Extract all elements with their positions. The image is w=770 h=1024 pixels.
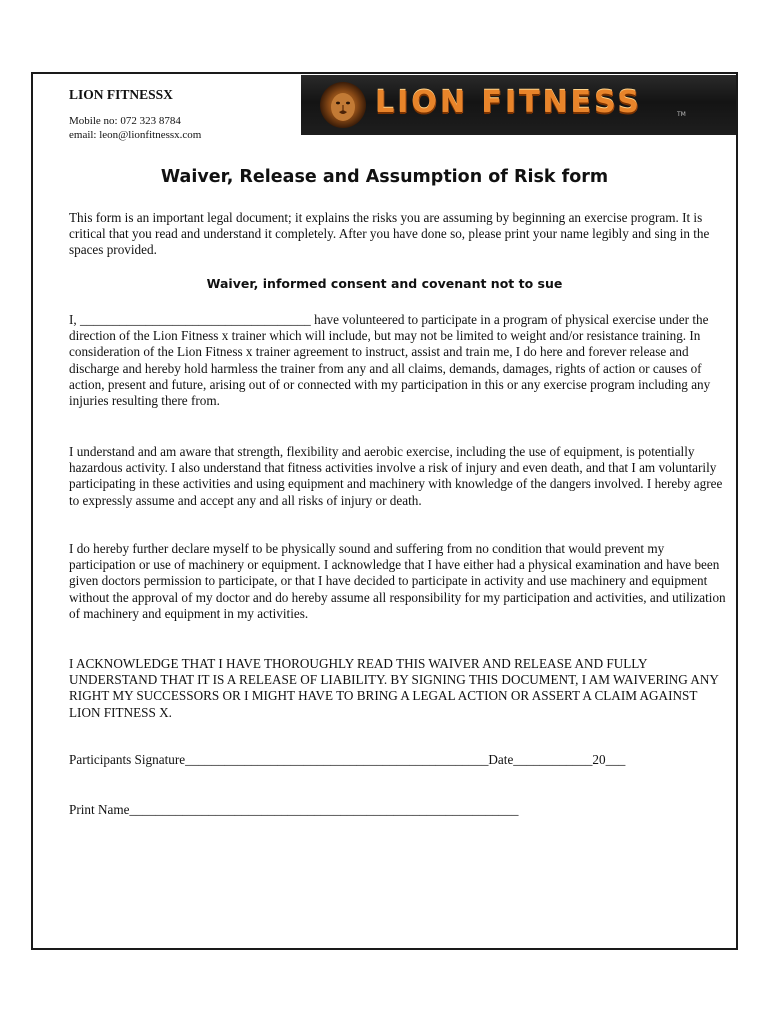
form-title: Waiver, Release and Assumption of Risk form <box>160 167 609 187</box>
trademark-mark: TM <box>677 111 686 118</box>
lion-head-icon <box>319 81 367 129</box>
logo-banner <box>301 75 736 135</box>
intro-paragraph: This form is an important legal document; it explains the risks you are assuming by beginning an exercise program. It is critical that you read and understand it completely. After you have done so, please print your name legibly and sing in the spaces provided. <box>69 210 710 258</box>
print-name-line: Print Name___________________________________________________________ <box>69 802 519 817</box>
risk-paragraph: I understand and am aware that strength, flexibility and aerobic exercise, including the use of equipment, is potentially hazardous activity. I also understand that fitness activities involve a risk of injury and even death, and that I am voluntarily participating in these activities and using equipment and machinery with knowledge of the dangers involved. I hereby agree to expressly assume and accept any and all risks of injury or death. <box>69 444 723 508</box>
document-page <box>31 72 738 950</box>
release-paragraph: I, ___________________________________ have volunteered to participate in a program of physical exercise under the direction of the Lion Fitness x trainer which will include, but may not be limited to weight and/or resistance training. In consideration of the Lion Fitness x trainer agreement to instruct, assist and train me, I do here and forever release and discharge and hereby hold harmless the trainer from any and all claims, demands, damages, rights of action or causes of action, present and future, arising out of or connected with my participation in this or any exercise program including any injuries resulting there from. <box>69 312 711 409</box>
signature-date-line: Participants Signature______________________________________________Date____________20___ <box>69 752 626 767</box>
health-declaration-paragraph: I do hereby further declare myself to be physically sound and suffering from no condition that would prevent my participation or use of machinery or equipment. I acknowledge that I have either had a physical examination and have been given doctors permission to participate, or that I have decided to participate in activity and use machinery and equipment without the approval of my doctor and do hereby assume all responsibility for my participation and activities, and utilization of machinery and equipment in my activities. <box>69 541 726 621</box>
contact-info <box>69 115 201 142</box>
logo-wordmark: LION FITNESS <box>375 85 642 120</box>
mobile-number: Mobile no: 072 323 8784 <box>69 115 181 127</box>
section-heading: Waiver, informed consent and covenant not to sue <box>206 276 563 291</box>
email-address: email: leon@lionfitnessx.com <box>69 128 202 141</box>
organization-name: LION FITNESSX <box>69 87 173 102</box>
acknowledgement-paragraph: I ACKNOWLEDGE THAT I HAVE THOROUGHLY READ THIS WAIVER AND RELEASE AND FULLY UNDERSTAND THAT IT IS A RELEASE OF LIABILITY. BY SIGNING THIS DOCUMENT, I AM WAIVERING ANY RIGHT MY SUCCESSORS OR I MIGHT HAVE TO BRING A LEGAL ACTION OR ASSERT A CLAIM AGAINST LION FITNESS X. <box>69 656 719 720</box>
